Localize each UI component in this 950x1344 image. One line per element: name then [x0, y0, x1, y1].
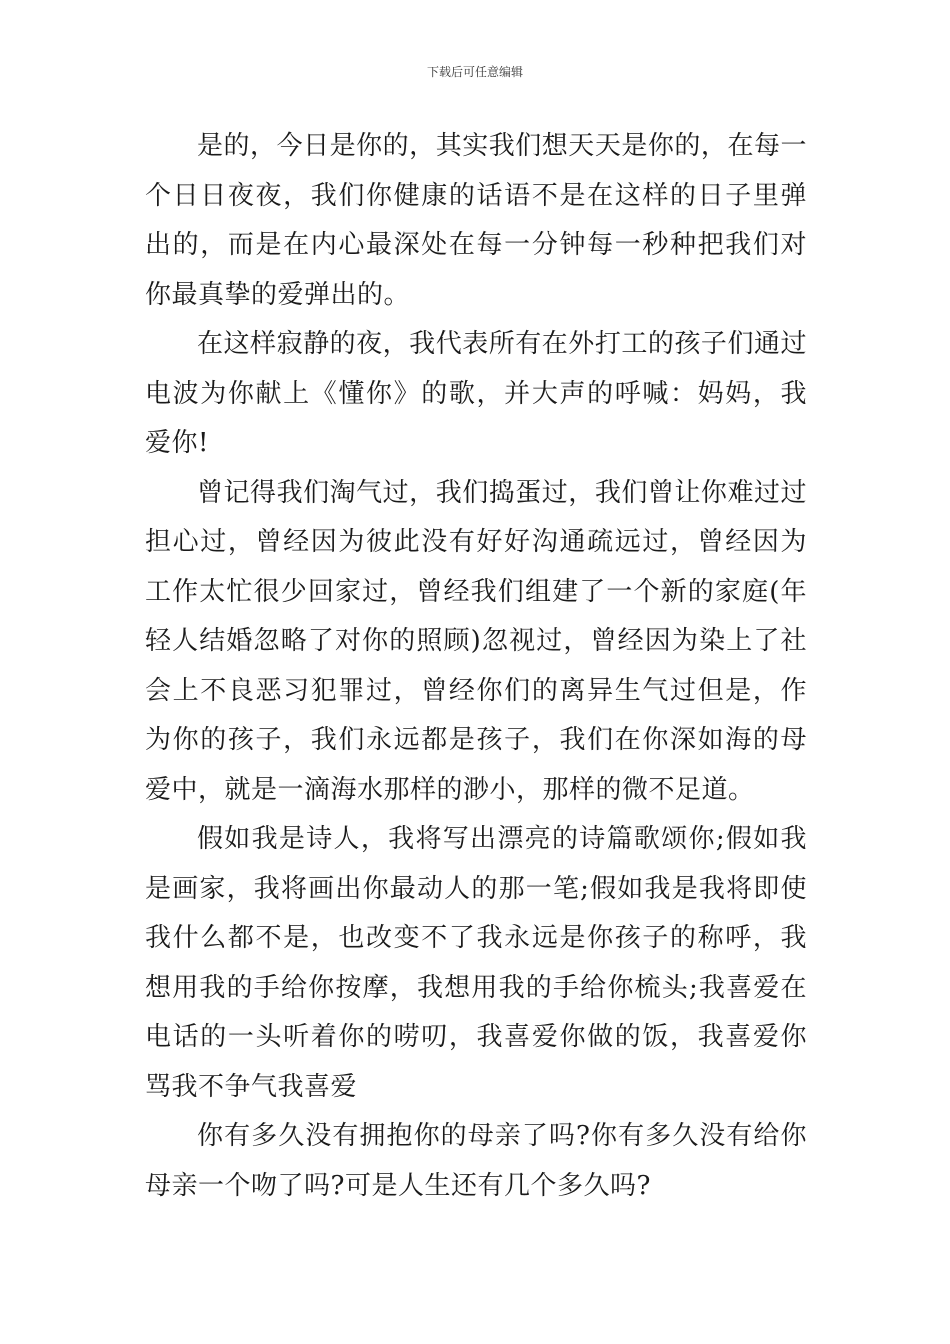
- paragraph-1: 是的，今日是你的，其实我们想天天是你的，在每一个日日夜夜，我们你健康的话语不是在这样的日子里弹出的，而是在内心最深处在每一分钟每一秒种把我们对你最真挚的爱弹出的。: [145, 131, 807, 310]
- paragraph-2: 在这样寂静的夜，我代表所有在外打工的孩子们通过电波为你献上《懂你》的歌，并大声的呼喊：妈妈，我爱你!: [145, 329, 807, 458]
- paragraph-3: 曾记得我们淘气过，我们捣蛋过，我们曾让你难过过担心过，曾经因为彼此没有好好沟通疏远过，曾经因为工作太忙很少回家过，曾经我们组建了一个新的家庭(年轻人结婚忽略了对你的照顾)忽视过，曾经因为染上了社会上不良恶习犯罪过，曾经你们的离异生气过但是，作为你的孩子，我们永远都是孩子，我们在你深如海的母爱中，就是一滴海水那样的渺小，那样的微不足道。: [145, 477, 807, 805]
- document-body: [145, 122, 807, 1211]
- paragraph-5: 你有多久没有拥抱你的母亲了吗?你有多久没有给你母亲一个吻了吗?可是人生还有几个多久吗?: [145, 1121, 807, 1201]
- page-header: 下载后可任意编辑: [426, 65, 523, 79]
- paragraph-4: 假如我是诗人，我将写出漂亮的诗篇歌颂你;假如我是画家，我将画出你最动人的那一笔;假如我是我将即使我什么都不是，也改变不了我永远是你孩子的称呼，我想用我的手给你按摩，我想用我的手给你梳头;我喜爱在电话的一头听着你的唠叨，我喜爱你做的饭，我喜爱你骂我不争气我喜爱: [145, 824, 807, 1102]
